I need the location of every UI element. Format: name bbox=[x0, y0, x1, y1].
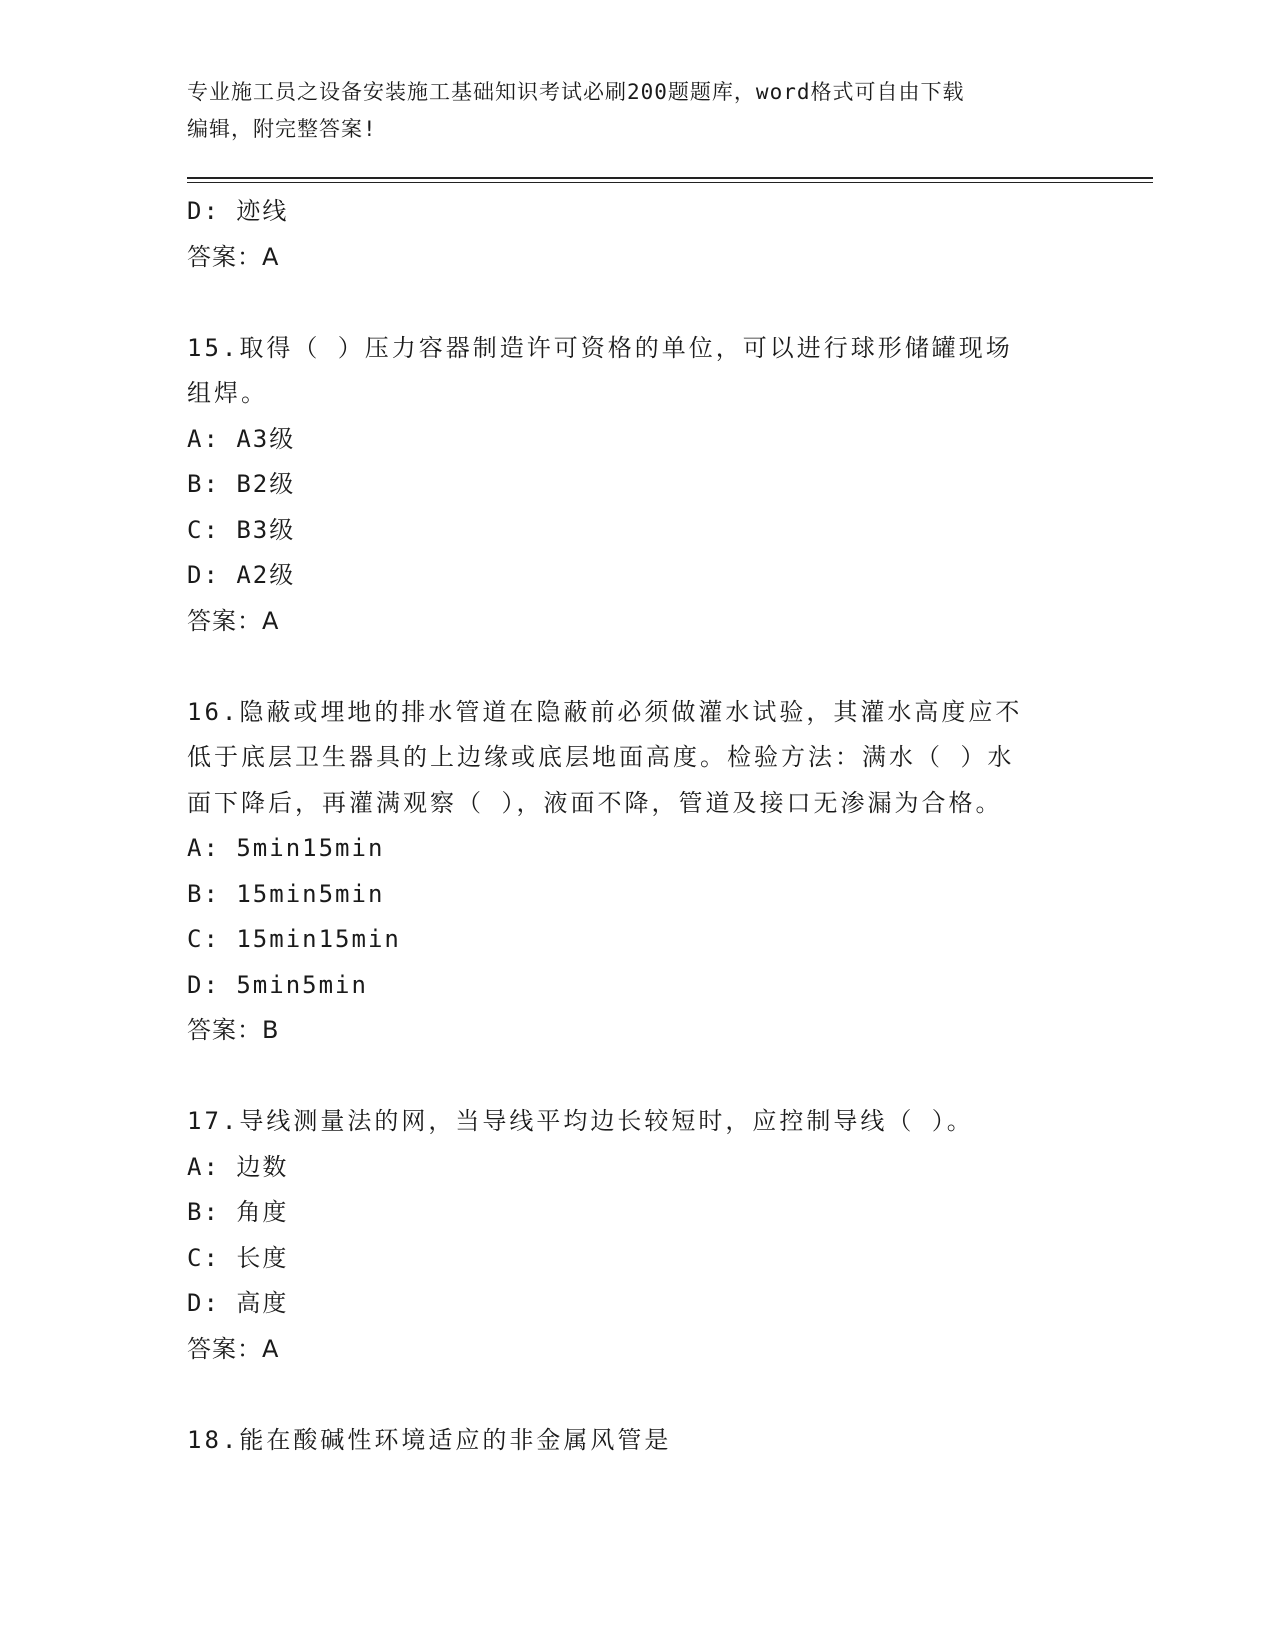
option-a: A: A3级 bbox=[187, 424, 296, 453]
spacer bbox=[187, 1372, 1087, 1418]
header-line-2: 编辑，附完整答案! bbox=[187, 117, 377, 141]
question-block-16 bbox=[187, 690, 1087, 1054]
option-d: D: A2级 bbox=[187, 561, 296, 589]
option-c: C: 长度 bbox=[187, 1243, 289, 1272]
answer: 答案：A bbox=[187, 242, 280, 271]
option-a: A: 边数 bbox=[187, 1152, 289, 1181]
option-d: D: 迹线 bbox=[187, 197, 289, 225]
question-block-18 bbox=[187, 1418, 1087, 1464]
option-d: D: 高度 bbox=[187, 1289, 289, 1317]
page-header bbox=[187, 74, 1087, 148]
answer: 答案：B bbox=[187, 1016, 280, 1044]
option-a: A: 5min15min bbox=[187, 834, 385, 862]
question-stem: 15.取得（ ）压力容器制造许可资格的单位，可以进行球形储罐现场 bbox=[187, 333, 1013, 362]
question-stem: 16.隐蔽或埋地的排水管道在隐蔽前必须做灌水试验，其灌水高度应不 bbox=[187, 697, 1023, 726]
answer: 答案：A bbox=[187, 606, 280, 635]
option-d: D: 5min5min bbox=[187, 970, 368, 999]
answer: 答案：A bbox=[187, 1334, 280, 1363]
option-b: B: 角度 bbox=[187, 1198, 289, 1226]
question-block-previous bbox=[187, 189, 1087, 280]
header-divider-thick bbox=[187, 177, 1153, 179]
option-c: C: B3级 bbox=[187, 515, 296, 544]
question-list bbox=[187, 189, 1087, 1463]
question-stem: 18.能在酸碱性环境适应的非金属风管是 bbox=[187, 1425, 672, 1454]
option-c: C: 15min15min bbox=[187, 925, 401, 953]
question-stem: 组焊。 bbox=[187, 379, 268, 407]
question-stem: 低于底层卫生器具的上边缘或底层地面高度。检验方法：满水（ ）水 bbox=[187, 743, 1015, 771]
question-stem: 面下降后，再灌满观察（ ），液面不降，管道及接口无渗漏为合格。 bbox=[187, 788, 1003, 817]
header-divider-thin bbox=[187, 182, 1153, 183]
question-stem: 17.导线测量法的网，当导线平均边长较短时，应控制导线（ ）。 bbox=[187, 1107, 974, 1135]
spacer bbox=[187, 644, 1087, 690]
option-b: B: B2级 bbox=[187, 470, 296, 498]
option-b: B: 15min5min bbox=[187, 879, 385, 908]
spacer bbox=[187, 1054, 1087, 1100]
question-block-17 bbox=[187, 1099, 1087, 1372]
spacer bbox=[187, 280, 1087, 326]
question-block-15 bbox=[187, 326, 1087, 645]
header-line-1: 专业施工员之设备安装施工基础知识考试必刷200题题库，word格式可自由下载 bbox=[187, 80, 965, 104]
